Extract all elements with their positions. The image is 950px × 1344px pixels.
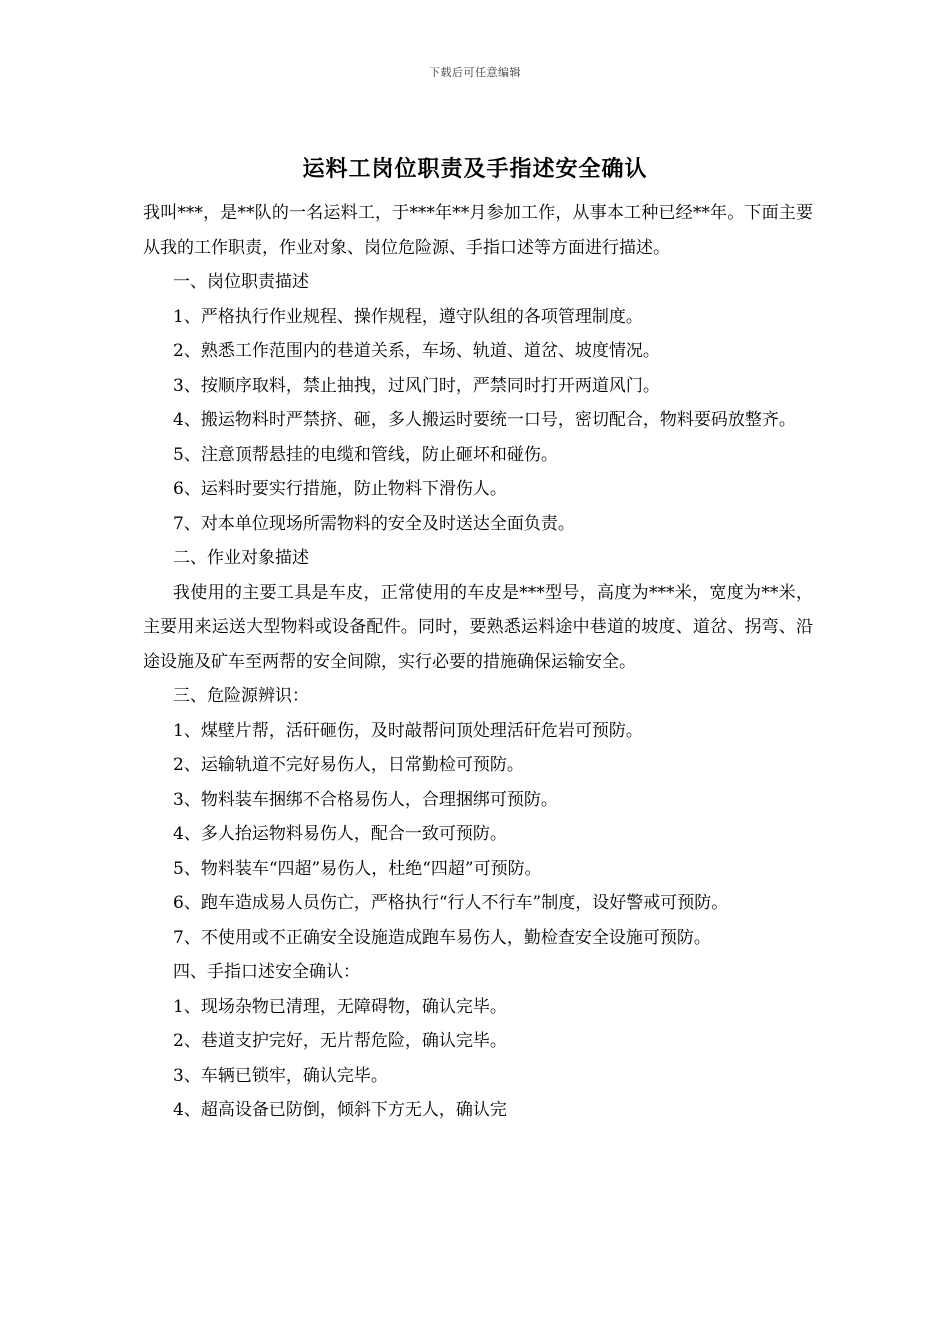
header-note: 下载后可任意编辑 [429,66,521,79]
list-item: 4、超高设备已防倒，倾斜下方无人，确认完 [173,1100,507,1120]
list-item: 3、物料装车捆绑不合格易伤人，合理捆绑可预防。 [173,789,558,810]
list-item: 7、不使用或不正确安全设施造成跑车易伤人，勤检查安全设施可预防。 [173,927,711,948]
list-item: 2、巷道支护完好，无片帮危险，确认完毕。 [173,1031,507,1051]
paragraph: 我叫***，是**队的一名运料工，于***年**月参加工作，从事本工种已经**年。下面主要从我的工作职责，作业对象、岗位危险源、手指口述等方面进行描述。 [143,203,813,258]
list-item: 2、运输轨道不完好易伤人，日常勤检可预防。 [173,755,524,775]
section-heading: 一、岗位职责描述 [173,272,309,292]
list-item: 5、物料装车“四超”易伤人，杜绝“四超”可预防。 [173,858,542,879]
section-heading: 四、手指口述安全确认： [173,962,360,982]
list-item: 3、按顺序取料，禁止抽拽，过风门时，严禁同时打开两道风门。 [173,375,660,396]
list-item: 4、多人抬运物料易伤人，配合一致可预防。 [173,824,507,844]
list-item: 2、熟悉工作范围内的巷道关系，车场、轨道、道岔、坡度情况。 [173,341,660,361]
list-item: 3、车辆已锁牢，确认完毕。 [173,1065,388,1086]
list-item: 6、跑车造成易人员伤亡，严格执行“行人不行车”制度，设好警戒可预防。 [173,893,729,913]
list-item: 6、运料时要实行措施，防止物料下滑伤人。 [173,479,507,499]
list-item: 7、对本单位现场所需物料的安全及时送达全面负责。 [173,513,575,534]
list-item: 1、煤壁片帮，活矸砸伤，及时敲帮问顶处理活矸危岩可预防。 [173,720,643,741]
list-item: 1、严格执行作业规程、操作规程，遵守队组的各项管理制度。 [173,306,643,327]
list-item: 4、搬运物料时严禁挤、砸，多人搬运时要统一口号，密切配合，物料要码放整齐。 [173,410,796,430]
document-title: 运料工岗位职责及手指述安全确认 [302,156,648,182]
list-item: 5、注意顶帮悬挂的电缆和管线，防止砸坏和碰伤。 [173,444,558,465]
document-body [143,196,813,1128]
paragraph: 我使用的主要工具是车皮，正常使用的车皮是***型号，高度为***米，宽度为**米，主要用来运送大型物料或设备配件。同时，要熟悉运料途中巷道的坡度、道岔、拐弯、沿途设施及矿车至两帮的安全间隙，实行必要的措施确保运输安全。 [143,582,813,672]
section-heading: 三、危险源辨识： [173,686,309,706]
list-item: 1、现场杂物已清理，无障碍物，确认完毕。 [173,996,507,1017]
section-heading: 二、作业对象描述 [173,548,309,568]
